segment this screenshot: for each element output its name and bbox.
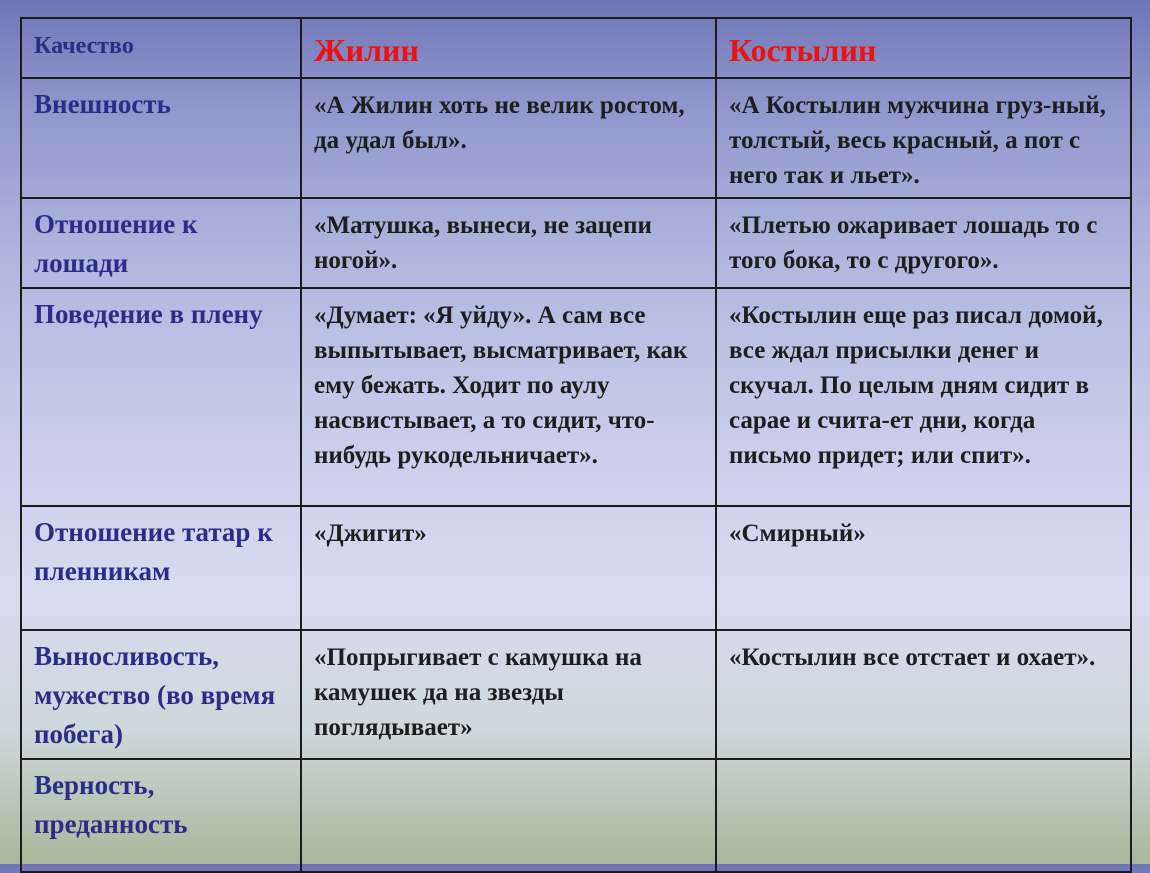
kostylin-captivity: «Костылин еще раз писал домой, все ждал присылки денег и скучал. По целым дням сидит в сарае и счита-ет дни, когда письмо придет; или спит».	[716, 288, 1131, 506]
zhilin-endurance: «Попрыгивает с камушка на камушек да на звезды поглядывает»	[301, 630, 716, 759]
zhilin-appearance: «А Жилин хоть не велик ростом, да удал был».	[301, 78, 716, 198]
header-kostylin: Костылин	[716, 18, 1131, 78]
zhilin-horse: «Матушка, вынеси, не зацепи ногой».	[301, 198, 716, 288]
table-row	[21, 78, 1131, 198]
zhilin-captivity: «Думает: «Я уйду». А сам все выпытывает, высматривает, как ему бежать. Ходит по аулу насвистывает, а то сидит, что-нибудь рукодельничает».	[301, 288, 716, 506]
comparison-table	[20, 17, 1132, 873]
kostylin-appearance: «А Костылин мужчина груз-ный, толстый, весь красный, а пот с него так и льет».	[716, 78, 1131, 198]
quality-appearance: Внешность	[21, 78, 301, 198]
table-row	[21, 630, 1131, 759]
table-row	[21, 759, 1131, 872]
kostylin-horse: «Плетью ожаривает лошадь то с того бока, то с другого».	[716, 198, 1131, 288]
header-quality: Качество	[21, 18, 301, 78]
table-row	[21, 288, 1131, 506]
quality-endurance: Выносливость, мужество (во время побега)	[21, 630, 301, 759]
kostylin-endurance: «Костылин все отстает и охает».	[716, 630, 1131, 759]
quality-tatars: Отношение татар к пленникам	[21, 506, 301, 630]
kostylin-tatars: «Смирный»	[716, 506, 1131, 630]
header-row	[21, 18, 1131, 78]
table-row	[21, 506, 1131, 630]
quality-captivity: Поведение в плену	[21, 288, 301, 506]
quality-horse: Отношение к лошади	[21, 198, 301, 288]
quality-loyalty: Верность, преданность	[21, 759, 301, 872]
header-zhilin: Жилин	[301, 18, 716, 78]
kostylin-loyalty	[716, 759, 1131, 872]
zhilin-loyalty	[301, 759, 716, 872]
zhilin-tatars: «Джигит»	[301, 506, 716, 630]
table-row	[21, 198, 1131, 288]
